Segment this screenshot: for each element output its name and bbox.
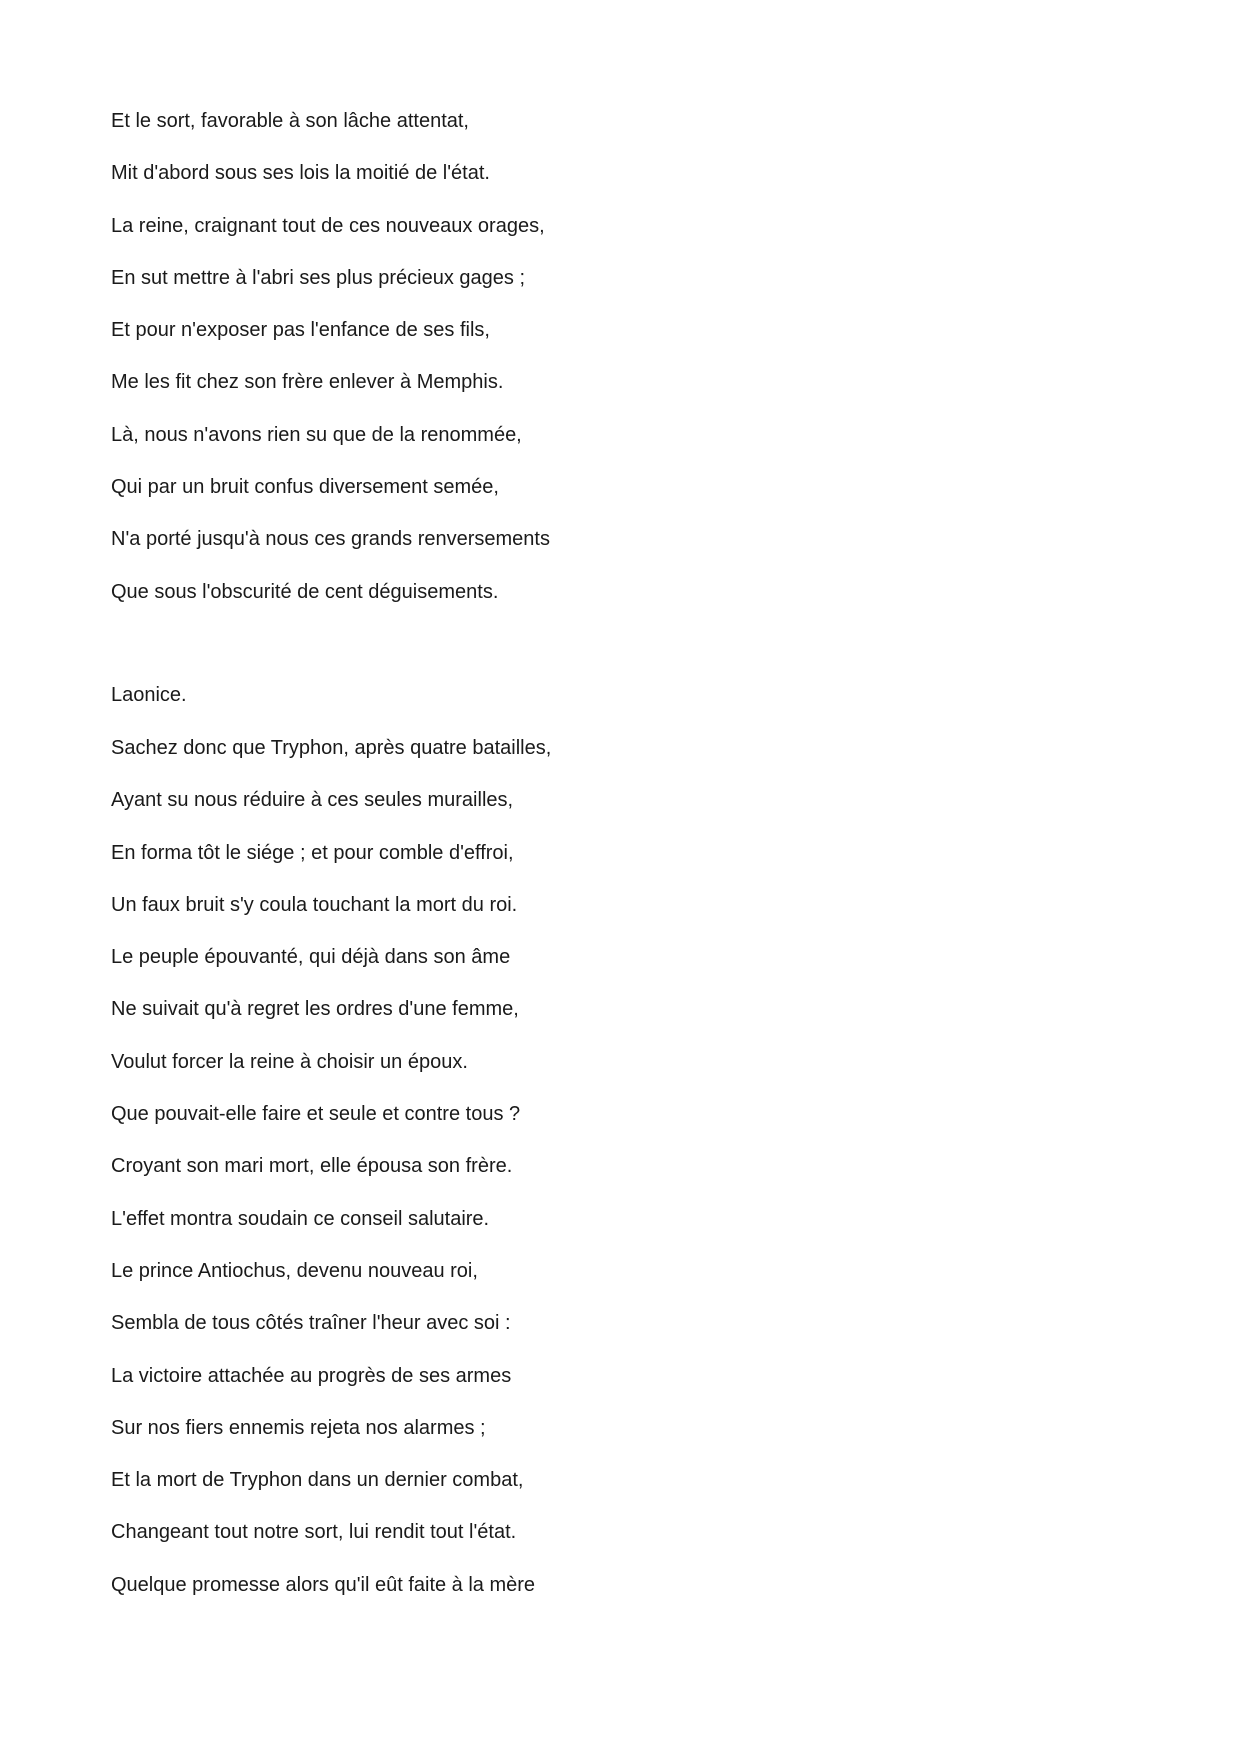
verse-line: Me les fit chez son frère enlever à Memphis. xyxy=(111,371,504,394)
verse-line: N'a porté jusqu'à nous ces grands renversements xyxy=(111,528,550,551)
verse-line: Quelque promesse alors qu'il eût faite à la mère xyxy=(111,1573,536,1596)
verse-line: Et la mort de Tryphon dans un dernier combat, xyxy=(111,1469,524,1492)
stanza-2 xyxy=(111,736,551,1625)
verse-line: Que pouvait-elle faire et seule et contre tous ? xyxy=(111,1103,521,1126)
verse-line: Que sous l'obscurité de cent déguisements. xyxy=(111,580,499,603)
verse-line: Sur nos fiers ennemis rejeta nos alarmes ; xyxy=(111,1416,486,1439)
verse-line: En sut mettre à l'abri ses plus précieux gages ; xyxy=(111,266,526,289)
verse-line: En forma tôt le siége ; et pour comble d'effroi, xyxy=(111,841,514,864)
verse-line: Mit d'abord sous ses lois la moitié de l'état. xyxy=(111,162,490,185)
verse-line: Le peuple épouvanté, qui déjà dans son âme xyxy=(111,946,511,969)
verse-line: La victoire attachée au progrès de ses armes xyxy=(111,1364,512,1387)
speaker-block xyxy=(111,683,187,707)
verse-line: Voulut forcer la reine à choisir un époux. xyxy=(111,1050,468,1073)
verse-line: Sachez donc que Tryphon, après quatre batailles, xyxy=(111,737,552,759)
verse-line: Le prince Antiochus, devenu nouveau roi, xyxy=(111,1259,478,1282)
verse-line: Et le sort, favorable à son lâche attentat, xyxy=(111,110,469,132)
verse-line: La reine, craignant tout de ces nouveaux orages, xyxy=(111,214,545,237)
verse-line: L'effet montra soudain ce conseil salutaire. xyxy=(111,1207,490,1230)
speaker-name: Laonice. xyxy=(111,684,187,706)
verse-line: Ayant su nous réduire à ces seules murailles, xyxy=(111,789,514,812)
verse-line: Là, nous n'avons rien su que de la renommée, xyxy=(111,423,522,446)
verse-line: Et pour n'exposer pas l'enfance de ses fils, xyxy=(111,319,490,342)
verse-line: Qui par un bruit confus diversement semée, xyxy=(111,476,499,499)
verse-line: Croyant son mari mort, elle épousa son frère. xyxy=(111,1155,513,1178)
verse-line: Changeant tout notre sort, lui rendit tout l'état. xyxy=(111,1521,517,1544)
verse-line: Sembla de tous côtés traîner l'heur avec soi : xyxy=(111,1312,511,1335)
stanza-1 xyxy=(111,109,550,632)
verse-line: Ne suivait qu'à regret les ordres d'une femme, xyxy=(111,998,519,1021)
verse-line: Un faux bruit s'y coula touchant la mort du roi. xyxy=(111,893,518,916)
